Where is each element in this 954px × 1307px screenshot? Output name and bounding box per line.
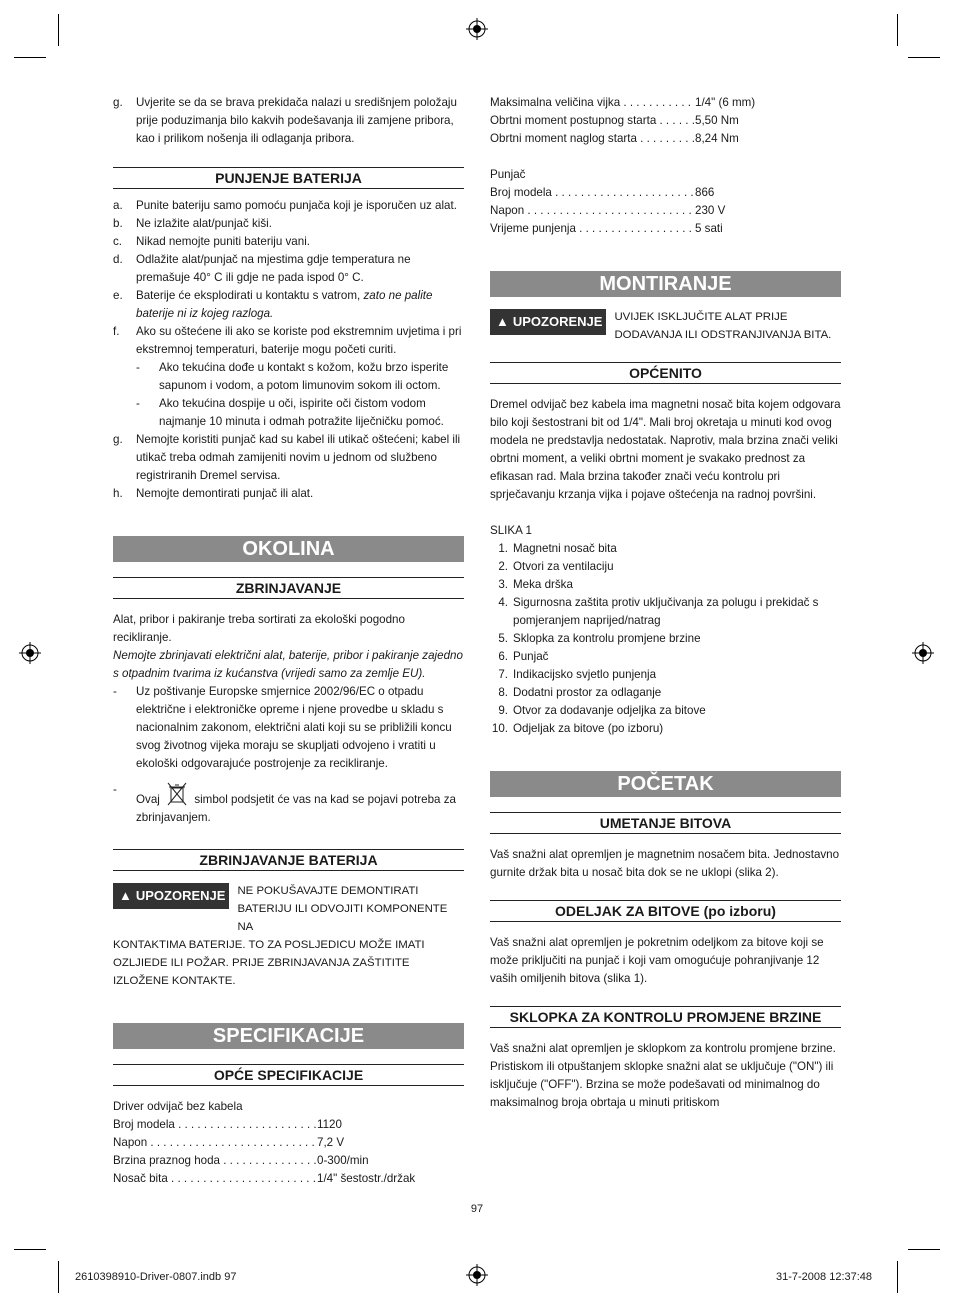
item-label: - <box>113 685 117 698</box>
item-label: - <box>136 361 140 374</box>
spec-value: 7,2 V <box>317 1136 345 1149</box>
item-number: 9. <box>498 704 508 717</box>
crop-mark <box>908 57 940 58</box>
registration-mark-icon <box>466 18 488 40</box>
item-text: simbol podsjetit će vas na kad se pojavi potreba za zbrinjavanjem. <box>136 793 456 824</box>
warning-triangle-icon: ▲ <box>119 888 132 903</box>
item-text: Sklopka za kontrolu promjene brzine <box>513 632 701 645</box>
registration-mark-icon <box>912 642 934 664</box>
list-item <box>113 94 464 148</box>
crop-mark <box>14 57 46 58</box>
warning-triangle-icon: ▲ <box>496 314 509 329</box>
section-heading-odeljak-za-bitove: ODELJAK ZA BITOVE (po izboru) <box>490 900 841 922</box>
list-item <box>113 485 464 503</box>
list-item <box>490 666 841 684</box>
item-text: Uvjerite se da se brava prekidača nalazi u središnjem položaju prije poduzimanja bilo kakvih podešavanja ili zamjene pribora, kao i prilikom nošenja ili odlaganja pribora. <box>136 96 457 145</box>
item-label: - <box>136 397 140 410</box>
crop-mark <box>897 1261 898 1293</box>
item-text: Ako su oštećene ili ako se koriste pod ekstremnim uvjetima i pri ekstremnoj temperaturi, baterije mogu početi curiti. <box>136 325 462 356</box>
spec-row <box>490 184 841 202</box>
item-text: Ne izlažite alat/punjač kiši. <box>136 217 272 230</box>
footer-timestamp: 31-7-2008 12:37:48 <box>776 1271 873 1283</box>
warning-badge <box>113 883 229 909</box>
list-item <box>113 683 464 773</box>
list-item <box>490 594 841 630</box>
list-item <box>490 720 841 738</box>
crop-mark <box>897 14 898 46</box>
item-number: 5. <box>498 632 508 645</box>
paragraph: Dremel odvijač bez kabela ima magnetni nosač bita kojem odgovara bilo koji šestostrani bit od 1/4". Mali broj okretaja u minuti kod ovog modela ne predstavlja nedostatak. Naprotiv, mala brzina znači veliki obrtni moment, a veliki obrtni moment je svakako prednost za efikasan rad. Mala brzina također znači veću kontrolu pri sprječavanju krzanja vijka i pojave oštećenja na radnoj površini. <box>490 398 841 501</box>
paragraph: Vaš snažni alat opremljen je sklopkom za kontrolu promjene brzine. Pristiskom ili otpuštanjem sklopke snažni alat se uključuje ("ON") ili isključuje ("OFF"). Brzina se može podešavati od minimalnog do maksimalnog broja obrtaja u minuti pritiskom <box>490 1042 836 1109</box>
spec-value: 1/4" šestostr./držak <box>317 1172 416 1185</box>
item-number: 1. <box>498 542 508 555</box>
item-number: 7. <box>498 668 508 681</box>
spec-row <box>490 130 841 148</box>
list-item <box>113 233 464 251</box>
spec-row <box>113 1170 464 1188</box>
item-text: Nikad nemojte puniti bateriju vani. <box>136 235 311 248</box>
item-number: 10. <box>491 722 508 735</box>
list-item <box>113 323 464 359</box>
item-text: Meka drška <box>513 578 573 591</box>
paragraph: Vaš snažni alat opremljen je pokretnim odeljkom za bitove koji se može priključiti na punjač i koji vam omogućuje pohranjivanje 12 vaših omiljenih bitova (slika 1). <box>490 936 824 985</box>
punjac-title: Punjač <box>490 168 526 181</box>
warning-block <box>490 308 841 344</box>
item-number: 2. <box>498 560 508 573</box>
item-number: 8. <box>498 686 508 699</box>
section-heading-zbrinjavanje: ZBRINJAVANJE <box>113 577 464 599</box>
paragraph-italic: Nemojte zbrinjavati električni alat, baterije, pribor i pakiranje zajedno s otpadnim tvarima iz kućanstva (vrijedi samo za zemlje EU). <box>113 649 463 680</box>
spec-row <box>490 94 841 112</box>
item-number: 4. <box>498 596 508 609</box>
warning-text: NE POKUŠAVAJTE DEMONTIRATI BATERIJU ILI ODVOJITI KOMPONENTE NA <box>237 885 448 933</box>
item-number: 3. <box>498 578 508 591</box>
spec-value: 866 <box>695 186 715 199</box>
banner-okolina: OKOLINA <box>113 536 464 562</box>
spec-list <box>490 94 841 148</box>
registration-mark-icon <box>466 1264 488 1286</box>
warning-badge-label: UPOZORENJE <box>512 314 603 329</box>
item-text: Punite bateriju samo pomoću punjača koji je isporučen uz alat. <box>136 199 457 212</box>
list-item <box>490 576 841 594</box>
right-column <box>490 94 841 1112</box>
item-text: Uz poštivanje Europske smjernice 2002/96/EC o otpadu električne i elektroničke opreme i njene provedbe u skladu s nacionalnim zakonom, električni alati koji su se približili koncu svog životnog vijeka moraju se skupljati odvojeno i vratiti u ekološki odgovarajuće postrojenje za recikliranje. <box>136 685 452 770</box>
crop-mark <box>58 14 59 46</box>
spec-value: 1120 <box>317 1118 342 1131</box>
spec-value: 1/4" (6 mm) <box>695 96 756 109</box>
list-item <box>113 251 464 287</box>
item-text: Odjeljak za bitove (po izboru) <box>513 722 664 735</box>
item-text: Ovaj <box>136 793 160 806</box>
spec-row <box>113 1134 464 1152</box>
figure-label: SLIKA 1 <box>490 524 532 537</box>
warning-badge <box>490 309 606 335</box>
list-item <box>113 215 464 233</box>
list-item <box>113 287 464 323</box>
crop-mark <box>14 1249 46 1250</box>
spec-list <box>113 1116 464 1188</box>
warning-text: UVIJEK ISKLJUČITE ALAT PRIJE DODAVANJA ILI ODSTRANJIVANJA BITA. <box>614 311 832 341</box>
section-heading-umetanje-bitova: UMETANJE BITOVA <box>490 812 841 834</box>
sub-item <box>136 395 464 431</box>
item-text: Baterije će eksplodirati u kontaktu s vatrom, <box>136 289 364 302</box>
item-text: Odlažite alat/punjač na mjestima gdje temperatura ne premašuje 40° C ili gdje ne pada ispod 0° C. <box>136 253 411 284</box>
spec-key: Obrtni moment naglog starta . . . <box>490 130 695 148</box>
banner-montiranje: MONTIRANJE <box>490 271 841 297</box>
spec-key: Maksimalna veličina vijka . . . <box>490 94 695 112</box>
item-text: Punjač <box>513 650 549 663</box>
section-heading-sklopka: SKLOPKA ZA KONTROLU PROMJENE BRZINE <box>490 1006 841 1028</box>
spec-key: Broj modela . . . <box>113 1116 317 1134</box>
item-label: a. <box>113 199 123 212</box>
crop-mark <box>58 1261 59 1293</box>
left-column <box>113 94 464 1188</box>
item-text-italic: zato ne palite baterije ni iz kojeg razloga. <box>136 289 433 320</box>
item-text: Nemojte demontirati punjač ili alat. <box>136 487 314 500</box>
item-label: c. <box>113 235 123 248</box>
spec-intro: Driver odvijač bez kabela <box>113 1100 243 1113</box>
spec-key: Napon . . . <box>113 1134 317 1152</box>
item-text: Nemojte koristiti punjač kad su kabel ili utikač oštećeni; kabel ili utikač treba odmah zamijeniti novim u jednom od službeno registriranih Dremel servisa. <box>136 433 461 482</box>
item-text: Sigurnosna zaštita protiv uključivanja za polugu i prekidač s pomjeranjem naprijed/natrag <box>513 596 819 627</box>
list-item <box>490 684 841 702</box>
list-item <box>113 431 464 485</box>
section-heading-punjenje: PUNJENJE BATERIJA <box>113 167 464 189</box>
figure-parts-list <box>490 540 841 738</box>
item-label: - <box>113 783 117 796</box>
spec-key: Obrtni moment postupnog starta . . . <box>490 112 695 130</box>
warning-badge-label: UPOZORENJE <box>135 888 226 903</box>
spec-list <box>490 184 841 238</box>
spec-row <box>490 202 841 220</box>
spec-value: 8,24 Nm <box>695 132 739 145</box>
spec-row <box>490 220 841 238</box>
list-item <box>490 702 841 720</box>
item-label: d. <box>113 253 123 266</box>
list-item <box>490 540 841 558</box>
registration-mark-icon <box>19 642 41 664</box>
section-heading-zbrinjavanje-baterija: ZBRINJAVANJE BATERIJA <box>113 849 464 871</box>
spec-key: Napon . . . <box>490 202 695 220</box>
spec-value: 5,50 Nm <box>695 114 739 127</box>
warning-block <box>113 882 464 936</box>
item-text: Magnetni nosač bita <box>513 542 617 555</box>
item-text: Otvori za ventilaciju <box>513 560 614 573</box>
banner-specifikacije: SPECIFIKACIJE <box>113 1023 464 1049</box>
footer-file: 2610398910-Driver-0807.indb 97 <box>75 1271 237 1283</box>
item-label: e. <box>113 289 123 302</box>
spec-row <box>113 1152 464 1170</box>
item-number: 6. <box>498 650 508 663</box>
spec-key: Vrijeme punjenja . . . <box>490 220 695 238</box>
list-item <box>113 197 464 215</box>
banner-pocetak: POČETAK <box>490 771 841 797</box>
spec-row <box>490 112 841 130</box>
item-text: Dodatni prostor za odlaganje <box>513 686 662 699</box>
list-item <box>113 781 464 827</box>
warning-text: KONTAKTIMA BATERIJE. TO ZA POSLJEDICU MOŽE IMATI OZLJIEDE ILI POŽAR. PRIJE ZBRINJAVANJA ZAŠTITITE IZLOŽENE KONTAKTE. <box>113 939 425 987</box>
item-label: b. <box>113 217 123 230</box>
list-item <box>490 558 841 576</box>
list-item <box>490 648 841 666</box>
section-heading-opcenito: OPĆENITO <box>490 362 841 384</box>
item-label: g. <box>113 433 123 446</box>
spec-key: Brzina praznog hoda . . . <box>113 1152 317 1170</box>
spec-row <box>113 1116 464 1134</box>
paragraph: Alat, pribor i pakiranje treba sortirati za ekološki pogodno recikliranje. <box>113 613 405 644</box>
paragraph: Vaš snažni alat opremljen je magnetnim nosačem bita. Jednostavno gurnite držak bita u nosač bita dok se ne uklopi (slika 2). <box>490 848 840 879</box>
weee-bin-icon <box>166 781 188 807</box>
spec-value: 0-300/min <box>317 1154 369 1167</box>
spec-key: Broj modela . . . <box>490 184 695 202</box>
crop-mark <box>908 1249 940 1250</box>
sub-item <box>136 359 464 395</box>
item-text: Otvor za dodavanje odjeljka za bitove <box>513 704 706 717</box>
list-item <box>490 630 841 648</box>
spec-value: 230 V <box>695 204 726 217</box>
item-label: g. <box>113 96 123 109</box>
item-label: f. <box>113 325 120 338</box>
spec-key: Nosač bita . . . <box>113 1170 317 1188</box>
spec-value: 5 sati <box>695 222 723 235</box>
item-text: Ako tekućina dospije u oči, ispirite oči čistom vodom najmanje 10 minuta i odmah potražite liječničku pomoć. <box>159 397 444 428</box>
item-text: Indikacijsko svjetlo punjenja <box>513 668 657 681</box>
section-heading-opce-specifikacije: OPĆE SPECIFIKACIJE <box>113 1064 464 1086</box>
item-text: Ako tekućina dođe u kontakt s kožom, kožu brzo isperite sapunom i vodom, a potom limunovim sokom ili octom. <box>159 361 449 392</box>
item-label: h. <box>113 487 123 500</box>
page-number: 97 <box>470 1203 484 1215</box>
